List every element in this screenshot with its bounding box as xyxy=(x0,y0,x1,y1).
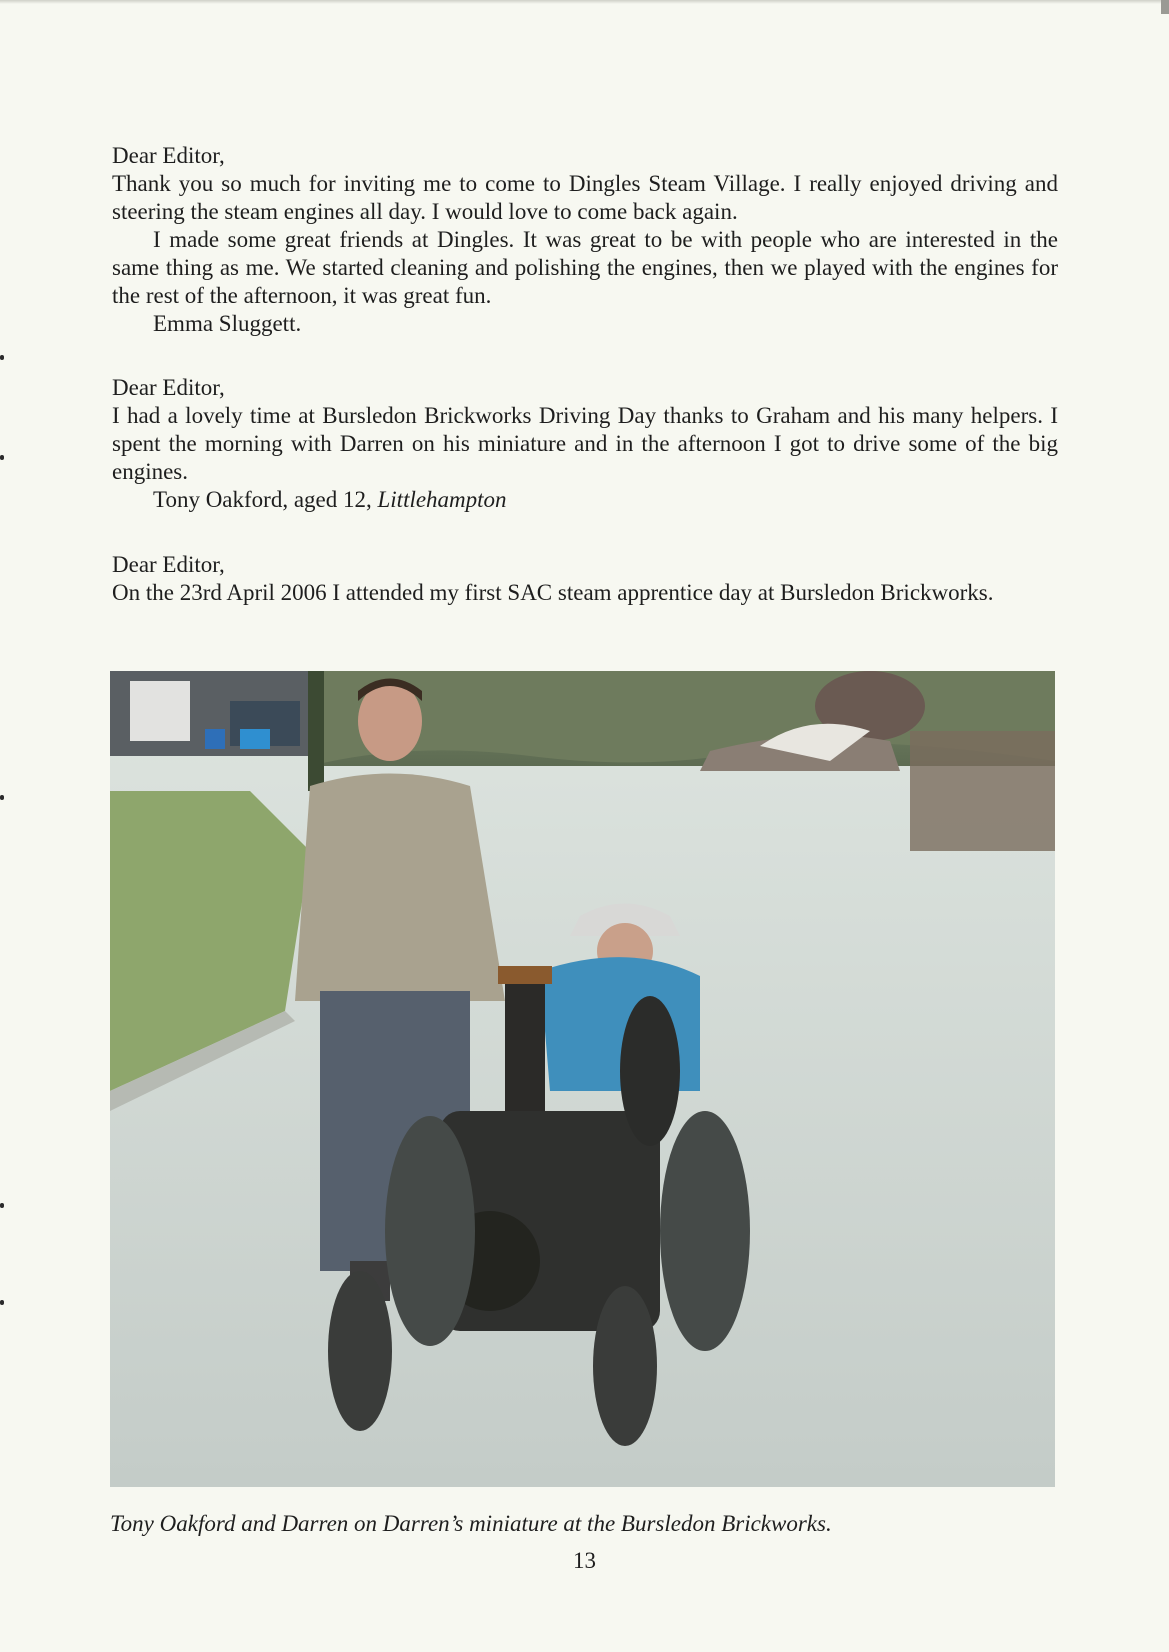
letter-paragraph: On the 23rd April 2006 I attended my first SAC steam apprentice day at Bursledon Brickworks. xyxy=(112,580,994,605)
photo-steam-engine xyxy=(110,671,1055,1487)
letter-3 xyxy=(112,551,1058,607)
letter-paragraph: Thank you so much for inviting me to come to Dingles Steam Village. I really enjoyed driving and steering the steam engines all day. I would love to come back again. xyxy=(112,171,1058,224)
letter-salutation: Dear Editor, xyxy=(112,143,225,168)
letter-salutation: Dear Editor, xyxy=(112,552,225,577)
page-edge-mark xyxy=(1161,0,1169,14)
margin-mark xyxy=(0,795,4,800)
letter-paragraph: I had a lovely time at Bursledon Brickworks Driving Day thanks to Graham and his many helpers. I spent the morning with Darren on his miniature and in the afternoon I got to drive some of the big engines. xyxy=(112,403,1058,484)
letter-signature xyxy=(112,486,1058,514)
margin-mark xyxy=(0,1300,4,1305)
signature-name: Tony Oakford, aged 12, xyxy=(153,487,378,512)
margin-mark xyxy=(0,1203,4,1208)
signature-place: Littlehampton xyxy=(377,487,507,512)
margin-mark xyxy=(0,455,4,460)
photo-caption: Tony Oakford and Darren on Darren’s miniature at the Bursledon Brickworks. xyxy=(110,1511,832,1536)
letter-salutation: Dear Editor, xyxy=(112,375,225,400)
photo-illustration xyxy=(110,671,1055,1487)
letter-2 xyxy=(112,374,1058,514)
margin-mark xyxy=(0,355,4,360)
letter-signature: Emma Sluggett. xyxy=(153,311,302,336)
page-number: 13 xyxy=(573,1548,596,1573)
page-edge xyxy=(0,0,1169,4)
letter-1 xyxy=(112,142,1058,338)
letter-paragraph: I made some great friends at Dingles. It was great to be with people who are interested in the same thing as me. We started cleaning and polishing the engines, then we played with the engines for the rest of the afternoon, it was great fun. xyxy=(112,227,1058,308)
